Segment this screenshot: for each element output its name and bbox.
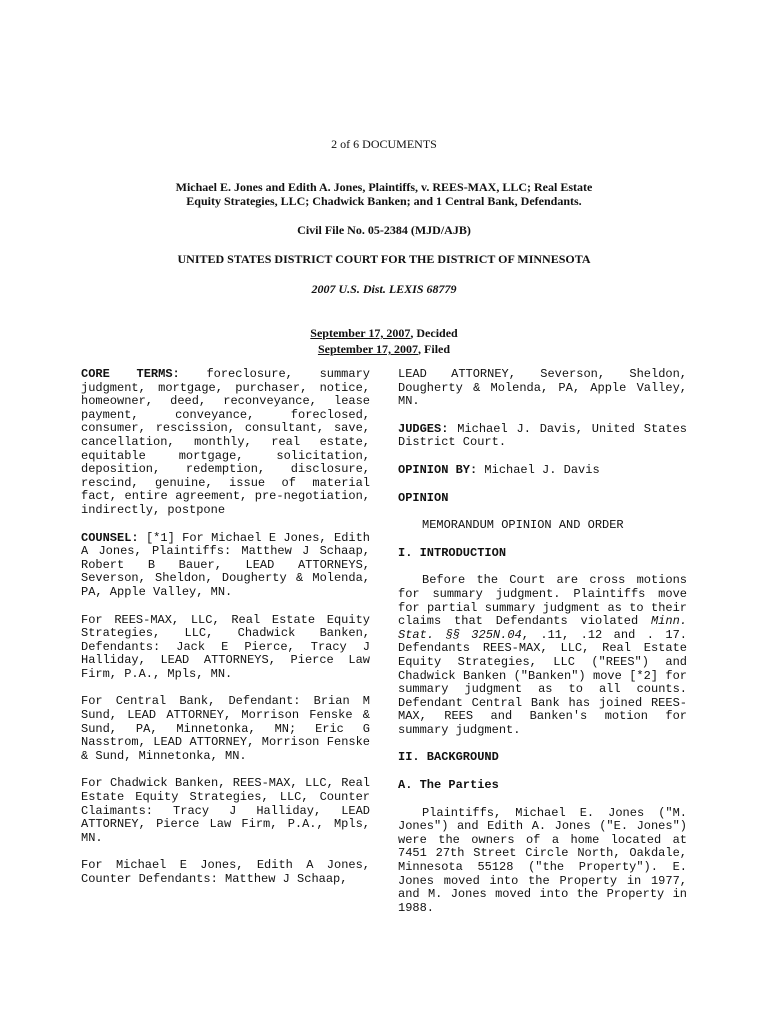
counsel-text: [*1] For Michael E Jones, Edith A Jones, Plaintiffs: Matthew J Schaap, Robert B Bauer, LEAD ATTORNEYS, Severson, Sheldon, Dougherty & Molenda, PA, Apple Valley, MN.	[81, 530, 370, 599]
counsel-paragraph: For Central Bank, Defendant: Brian M Sund, LEAD ATTORNEY, Morrison Fenske & Sund, PA, Minnetonka, MN; Eric G Nasstrom, LEAD ATTORNEY, Morrison Fenske & Sund, Minnetonka, MN.	[81, 694, 370, 763]
parties-paragraph: Plaintiffs, Michael E. Jones ("M. Jones") and Edith A. Jones ("E. Jones") were the owners of a home located at 7451 27th Street Circle North, Oakdale, Minnesota 55128 ("the Property"). E. Jones moved into the Property in 1977, and M. Jones moved into the Property in 1988.	[398, 805, 687, 915]
court-name: UNITED STATES DISTRICT COURT FOR THE DISTRICT OF MINNESOTA	[177, 252, 591, 266]
judges-text: Michael J. Davis, United States District Court.	[398, 421, 687, 450]
decided-label: , Decided	[410, 326, 458, 340]
core-terms	[81, 368, 370, 518]
counsel-paragraph: For Chadwick Banken, REES-MAX, LLC, Real Estate Equity Strategies, LLC, Counter Claimants: Tracy J Halliday, LEAD ATTORNEY, Pierce Law Firm, P.A., Mpls, MN.	[81, 776, 370, 845]
introduction-paragraph	[398, 574, 687, 737]
core-terms-label: CORE TERMS:	[81, 367, 180, 381]
lexis-citation: 2007 U.S. Dist. LEXIS 68779	[311, 282, 457, 296]
counsel-paragraph: For Michael E Jones, Edith A Jones, Counter Defendants: Matthew J Schaap,	[81, 858, 370, 886]
filed-label: , Filed	[418, 342, 451, 356]
counsel-paragraph: For REES-MAX, LLC, Real Estate Equity Strategies, LLC, Chadwick Banken, Defendants: Jack E Pierce, Tracy J Halliday, LEAD ATTORNEYS, Pierce Law Firm, P.A., Mpls, MN.	[81, 612, 370, 681]
filed-date-link[interactable]: September 17, 2007	[317, 342, 419, 356]
counsel-label: COUNSEL:	[81, 530, 139, 545]
opinion-by-text: Michael J. Davis	[477, 462, 600, 477]
core-terms-text: foreclosure, summary judgment, mortgage, purchaser, notice, homeowner, deed, reconveyance, lease payment, conveyance, foreclosed, consumer, rescission, consultant, save, cancellation, monthly, real estate, equitable mortgage, solicitation, deposition, redemption, disclosure, rescind, genuine, issue of material fact, entire agreement, pre-negotiation, indirectly, postpone	[81, 367, 370, 517]
opinion-by-paragraph	[398, 464, 687, 478]
memorandum-title: MEMORANDUM OPINION AND ORDER	[422, 518, 624, 533]
right-column	[398, 368, 687, 929]
judges-label: JUDGES:	[398, 421, 449, 436]
opinion-by-label: OPINION BY:	[398, 462, 478, 477]
caption-line: Equity Strategies, LLC; Chadwick Banken; and 1 Central Bank, Defendants.	[186, 194, 582, 208]
opinion-heading: OPINION	[398, 490, 449, 505]
case-dates	[0, 325, 768, 357]
counsel-continuation: LEAD ATTORNEY, Severson, Sheldon, Dougherty & Molenda, PA, Apple Valley, MN.	[398, 367, 687, 409]
statute-citation: Minn. Stat. §§ 325N.04	[398, 614, 687, 642]
background-heading: II. BACKGROUND	[398, 750, 499, 765]
parties-heading: A. The Parties	[398, 778, 499, 793]
civil-file-number: Civil File No. 05-2384 (MJD/AJB)	[297, 223, 471, 237]
left-column	[81, 368, 370, 901]
judges-paragraph	[398, 423, 687, 450]
document-count: 2 of 6 DOCUMENTS	[331, 137, 437, 151]
intro-text: Before the Court are cross motions for summary judgment. Plaintiffs move for partial summary judgment as to their claims that Defendants violated	[398, 573, 687, 629]
filed-date-line	[0, 341, 768, 357]
case-caption	[0, 180, 768, 208]
decided-date-line	[0, 325, 768, 341]
caption-line: Michael E. Jones and Edith A. Jones, Plaintiffs, v. REES-MAX, LLC; Real Estate	[175, 180, 593, 194]
intro-text: , .11, .12 and . 17. Defendants REES-MAX, LLC, Real Estate Equity Strategies, LLC ("REES") and Chadwick Banken ("Banken") move [*2] for summary judgment as to all counts. Defendant Central Bank has joined REES-MAX, REES and Banken's motion for summary judgment.	[398, 627, 687, 737]
decided-date-link[interactable]: September 17, 2007	[310, 326, 411, 340]
counsel-paragraph	[81, 532, 370, 600]
introduction-heading: I. INTRODUCTION	[398, 545, 507, 560]
